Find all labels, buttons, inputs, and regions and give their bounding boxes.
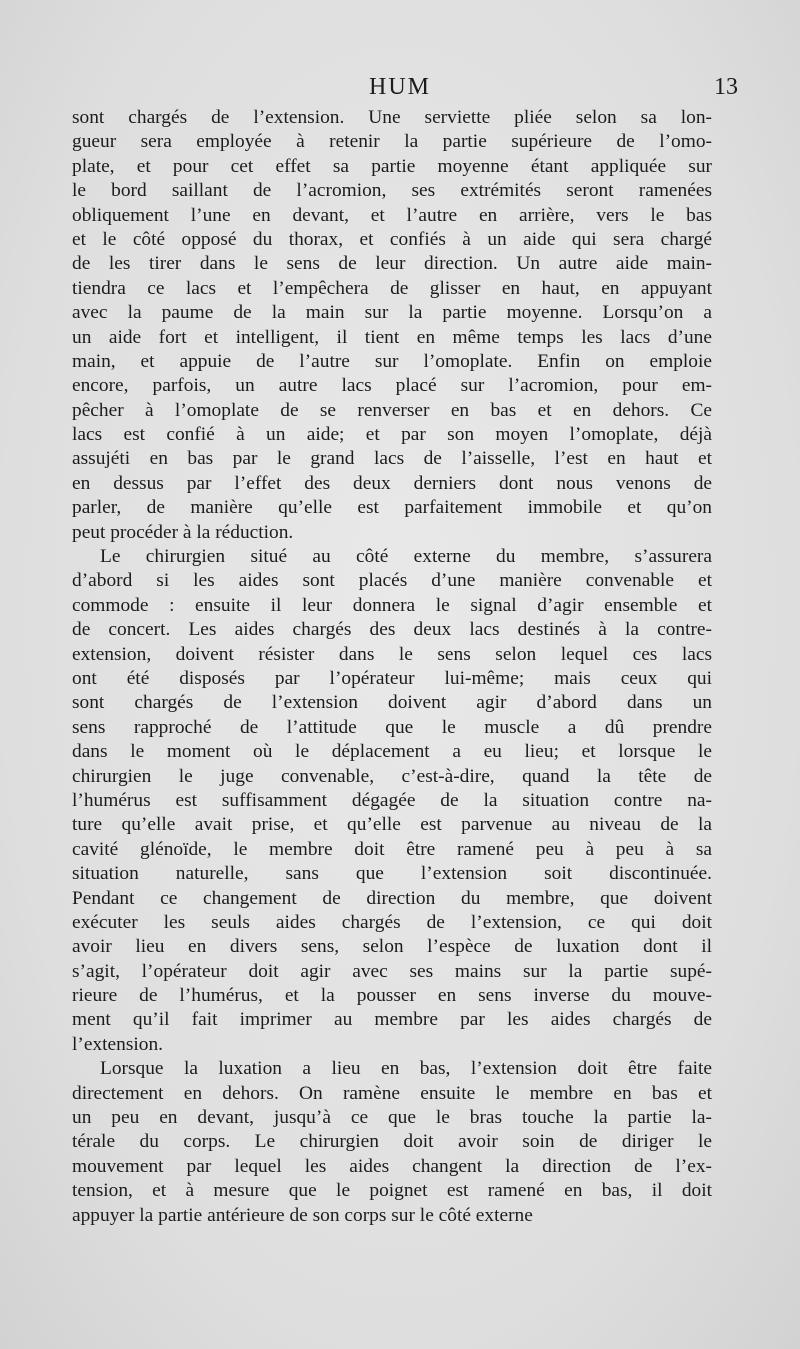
text-line: plate, et pour cet effet sa partie moyenne étant appliquée sur: [72, 155, 712, 177]
text-line: appuyer la partie antérieure de son corps sur le côté externe: [72, 1204, 533, 1226]
text-line: ture qu’elle avait prise, et qu’elle est parvenue au niveau de la: [72, 814, 712, 836]
text-line: l’extension.: [72, 1033, 164, 1055]
text-line: un aide fort et intelligent, il tient en même temps les lacs d’une: [72, 326, 712, 348]
paragraph: [72, 545, 712, 1057]
text-line: d’abord si les aides sont placés d’une manière convenable et: [72, 570, 712, 592]
body-text: [72, 106, 712, 1228]
text-line: et le côté opposé du thorax, et confiés à un aide qui sera chargé: [72, 228, 712, 250]
text-line: chirurgien le juge convenable, c’est-à-dire, quand la tête de: [72, 765, 712, 787]
text-line: de concert. Les aides chargés des deux lacs destinés à la contre-: [72, 619, 712, 641]
text-line: sont chargés de l’extension doivent agir d’abord dans un: [72, 692, 712, 714]
text-line: de les tirer dans le sens de leur direction. Un autre aide main-: [72, 253, 712, 275]
page-number: 13: [714, 74, 738, 100]
text-line: situation naturelle, sans que l’extension soit discontinuée.: [72, 863, 712, 885]
text-line: pêcher à l’omoplate de se renverser en bas et en dehors. Ce: [72, 399, 712, 421]
running-head-title: HUM: [368, 74, 431, 100]
text-line: peut procéder à la réduction.: [72, 521, 294, 543]
text-line: avec la paume de la main sur la partie moyenne. Lorsqu’on a: [72, 302, 712, 324]
text-line: un peu en devant, jusqu’à ce que le bras touche la partie la-: [72, 1107, 712, 1129]
text-line: avoir lieu en divers sens, selon l’espèce de luxation dont il: [72, 936, 712, 958]
text-line: parler, de manière qu’elle est parfaitement immobile et qu’on: [72, 497, 712, 519]
text-line: tension, et à mesure que le poignet est ramené en bas, il doit: [72, 1180, 712, 1202]
text-line: sont chargés de l’extension. Une serviette pliée selon sa lon-: [72, 107, 712, 128]
text-line: main, et appuie de l’autre sur l’omoplate. Enfin on emploie: [72, 350, 712, 372]
text-line: encore, parfois, un autre lacs placé sur l’acromion, pour em-: [72, 375, 712, 397]
text-line: le bord saillant de l’acromion, ses extrémités seront ramenées: [72, 180, 712, 202]
text-line: dans le moment où le déplacement a eu lieu; et lorsque le: [72, 741, 712, 763]
text-line: Le chirurgien situé au côté externe du membre, s’assurera: [100, 546, 712, 568]
text-line: tiendra ce lacs et l’empêchera de glisser en haut, en appuyant: [72, 277, 712, 299]
paragraph: [72, 1057, 712, 1228]
text-line: commode : ensuite il leur donnera le signal d’agir ensemble et: [72, 594, 712, 616]
text-line: s’agit, l’opérateur doit agir avec ses mains sur la partie supé-: [72, 960, 712, 982]
text-line: ment qu’il fait imprimer au membre par les aides chargés de: [72, 1009, 712, 1031]
text-line: en dessus par l’effet des deux derniers dont nous venons de: [72, 472, 712, 494]
text-line: obliquement l’une en devant, et l’autre en arrière, vers le bas: [72, 204, 712, 226]
text-line: exécuter les seuls aides chargés de l’extension, ce qui doit: [72, 911, 712, 933]
text-line: directement en dehors. On ramène ensuite le membre en bas et: [72, 1082, 712, 1104]
text-line: Pendant ce changement de direction du membre, que doivent: [72, 887, 712, 909]
text-line: gueur sera employée à retenir la partie supérieure de l’omo-: [72, 131, 712, 153]
paragraph: [72, 106, 712, 545]
running-head: [0, 74, 800, 104]
text-line: ont été disposés par l’opérateur lui-même; mais ceux qui: [72, 667, 712, 689]
text-line: sens rapproché de l’attitude que le muscle a dû prendre: [72, 716, 712, 738]
text-line: l’humérus est suffisamment dégagée de la situation contre na-: [72, 789, 712, 811]
text-line: assujéti en bas par le grand lacs de l’aisselle, l’est en haut et: [72, 448, 712, 470]
text-line: mouvement par lequel les aides changent la direction de l’ex-: [72, 1155, 712, 1177]
text-line: extension, doivent résister dans le sens selon lequel ces lacs: [72, 643, 712, 665]
text-line: rieure de l’humérus, et la pousser en sens inverse du mouve-: [72, 985, 712, 1007]
text-line: lacs est confié à un aide; et par son moyen l’omoplate, déjà: [72, 424, 712, 446]
text-line: cavité glénoïde, le membre doit être ramené peu à peu à sa: [72, 838, 712, 860]
text-line: Lorsque la luxation a lieu en bas, l’extension doit être faite: [100, 1058, 712, 1080]
text-line: térale du corps. Le chirurgien doit avoir soin de diriger le: [72, 1131, 712, 1153]
